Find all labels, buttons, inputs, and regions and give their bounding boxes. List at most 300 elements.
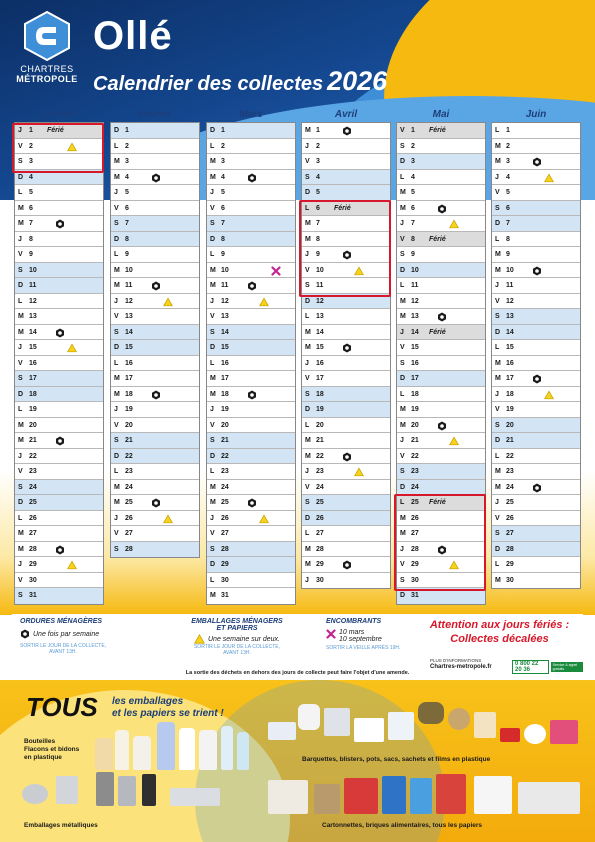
day-number: 29 [29, 561, 37, 568]
weekday-letter: J [210, 189, 214, 196]
triangle-icon [163, 297, 173, 307]
day-number: 19 [221, 406, 229, 413]
package-icon [388, 712, 414, 740]
day-number: 6 [411, 204, 415, 212]
day-number: 11 [221, 282, 229, 289]
day-row [302, 433, 390, 449]
day-number: 30 [411, 576, 419, 584]
weekday-letter: D [210, 235, 216, 243]
box-icon [410, 778, 432, 814]
weekday-letter: S [400, 251, 405, 258]
day-number: 1 [411, 127, 415, 134]
day-row [397, 123, 485, 139]
day-row [302, 573, 390, 589]
hexagon-icon [532, 374, 542, 384]
weekday-letter: J [210, 297, 214, 305]
weekday-letter: M [495, 483, 501, 491]
bottle-icon [237, 732, 249, 770]
day-number: 10 [316, 266, 324, 274]
info-label: PLUS D'INFORMATIONS [430, 658, 482, 663]
month-name: Février [138, 109, 172, 120]
day-row [302, 387, 390, 403]
triangle-icon [194, 634, 205, 644]
day-row [492, 573, 580, 589]
day-number: 27 [411, 530, 419, 537]
day-number: 1 [125, 127, 129, 134]
weekday-letter: M [400, 204, 406, 212]
phone-number[interactable]: 0 800 22 20 36 [512, 660, 549, 674]
day-row [111, 542, 199, 558]
day-number: 18 [221, 390, 229, 398]
bottle-icon [179, 728, 195, 770]
day-row [492, 542, 580, 558]
month-column [396, 108, 486, 605]
day-row [111, 480, 199, 496]
chartres-metropole-logo [14, 10, 80, 84]
weekday-letter: J [305, 468, 309, 475]
day-number: 13 [29, 313, 37, 320]
day-number: 25 [221, 499, 229, 506]
can-icon [56, 776, 78, 804]
holiday-warning-line2: Collectes décalées [450, 633, 549, 645]
package-icon [550, 720, 578, 744]
weekday-letter: J [210, 514, 214, 522]
hexagon-icon [20, 629, 30, 639]
box-icon [344, 778, 378, 814]
weekday-letter: M [305, 561, 311, 568]
day-row [302, 263, 390, 279]
day-row [492, 480, 580, 496]
bottle-icon [115, 730, 129, 770]
day-number: 29 [411, 561, 419, 568]
day-row [15, 325, 103, 341]
day-number: 13 [411, 313, 419, 320]
day-number: 25 [506, 499, 514, 506]
phone-tag: Service & appel gratuits [551, 662, 583, 672]
can-icon [96, 772, 114, 806]
weekday-letter: J [114, 514, 118, 522]
day-number: 14 [316, 328, 324, 336]
website-link[interactable]: Chartres-metropole.fr [430, 664, 492, 670]
weekday-letter: M [18, 530, 24, 537]
weekday-letter: L [210, 468, 215, 475]
day-row [397, 185, 485, 201]
box-icon [314, 784, 340, 814]
day-row [111, 449, 199, 465]
day-row [397, 449, 485, 465]
town-name: Ollé [93, 14, 173, 58]
day-row [111, 511, 199, 527]
day-row [207, 340, 295, 356]
day-number: 9 [316, 251, 320, 258]
day-row [207, 542, 295, 558]
legend-om-row [20, 629, 106, 639]
weekday-letter: D [210, 127, 216, 134]
day-number: 29 [221, 561, 229, 568]
day-row [397, 170, 485, 186]
day-row [15, 123, 103, 139]
day-number: 24 [29, 483, 37, 491]
weekday-letter: D [305, 514, 311, 522]
day-number: 7 [125, 220, 129, 227]
weekday-letter: V [114, 421, 119, 429]
caption-bottles-line2: Flacons et bidons [24, 746, 80, 753]
day-row [111, 170, 199, 186]
day-number: 31 [411, 592, 419, 599]
day-number: 1 [506, 127, 510, 134]
page-title [93, 66, 387, 97]
weekday-letter: M [18, 220, 24, 227]
day-row [302, 123, 390, 139]
package-icon [474, 712, 496, 738]
weekday-letter: J [495, 390, 499, 398]
can-icon [142, 774, 156, 806]
day-row [397, 278, 485, 294]
triangle-icon [449, 560, 459, 570]
month-column [206, 108, 296, 605]
weekday-letter: J [114, 297, 118, 305]
weekday-letter: S [305, 390, 310, 398]
triangle-icon [449, 219, 459, 229]
day-number: 26 [221, 514, 229, 522]
day-number: 14 [411, 328, 419, 336]
day-row [207, 433, 295, 449]
day-row [397, 464, 485, 480]
day-row [207, 402, 295, 418]
day-row [15, 573, 103, 589]
package-icon [324, 708, 350, 736]
day-row [207, 325, 295, 341]
day-row [111, 340, 199, 356]
weekday-letter: D [114, 452, 120, 460]
day-number: 27 [125, 530, 133, 537]
weekday-letter: D [18, 282, 24, 289]
day-number: 13 [506, 313, 514, 320]
weekday-letter: M [210, 158, 216, 165]
weekday-letter: S [18, 266, 23, 274]
weekday-letter: L [114, 468, 119, 475]
day-row [397, 232, 485, 248]
day-number: 24 [221, 483, 229, 491]
weekday-letter: D [18, 173, 24, 181]
day-number: 20 [506, 421, 514, 429]
day-row [302, 278, 390, 294]
day-row [111, 402, 199, 418]
day-row [15, 185, 103, 201]
weekday-letter: M [210, 266, 216, 274]
day-row [397, 511, 485, 527]
weekday-letter: M [495, 359, 501, 367]
weekday-letter: D [114, 235, 120, 243]
day-number: 17 [316, 375, 324, 382]
day-number: 20 [221, 421, 229, 429]
day-row [15, 340, 103, 356]
weekday-letter: L [400, 499, 405, 506]
day-number: 6 [316, 204, 320, 212]
day-row [207, 278, 295, 294]
day-number: 8 [411, 235, 415, 243]
weekday-letter: J [18, 127, 22, 134]
day-number: 14 [221, 328, 229, 336]
weekday-letter: L [114, 251, 119, 258]
hexagon-icon [247, 498, 257, 508]
day-row [302, 294, 390, 310]
weekday-letter: J [18, 235, 22, 243]
day-row [492, 294, 580, 310]
day-row [492, 557, 580, 573]
day-row [397, 418, 485, 434]
hexagon-icon [247, 173, 257, 183]
day-number: 23 [411, 468, 419, 475]
weekday-letter: M [495, 251, 501, 258]
triangle-icon [449, 436, 459, 446]
weekday-letter: D [114, 127, 120, 134]
weekday-letter: L [495, 344, 500, 351]
day-row [207, 154, 295, 170]
day-row [397, 356, 485, 372]
weekday-letter: M [210, 173, 216, 181]
day-row [15, 201, 103, 217]
day-number: 7 [29, 220, 33, 227]
day-number: 9 [125, 251, 129, 258]
title-year: 2026 [327, 66, 388, 96]
day-row [111, 464, 199, 480]
day-number: 26 [125, 514, 133, 522]
day-row [207, 573, 295, 589]
day-number: 26 [29, 514, 37, 522]
day-row [207, 216, 295, 232]
month-column [301, 108, 391, 589]
day-row [207, 263, 295, 279]
weekday-letter: J [400, 545, 404, 553]
day-number: 8 [29, 235, 33, 243]
day-number: 25 [316, 499, 324, 506]
hexagon-icon [437, 545, 447, 555]
day-number: 25 [411, 499, 419, 506]
day-number: 19 [316, 406, 324, 413]
weekday-letter: L [210, 142, 215, 150]
day-number: 17 [221, 375, 229, 382]
day-number: 26 [506, 514, 514, 522]
day-number: 21 [411, 437, 419, 444]
weekday-letter: V [400, 561, 405, 568]
day-number: 29 [506, 561, 514, 568]
day-number: 5 [125, 189, 129, 196]
weekday-letter: M [210, 483, 216, 491]
weekday-letter: M [400, 530, 406, 537]
day-row [302, 371, 390, 387]
weekday-letter: M [114, 499, 120, 506]
day-row [302, 185, 390, 201]
month-column [110, 108, 200, 558]
weekday-letter: V [305, 158, 310, 165]
day-number: 16 [125, 359, 133, 367]
day-row [207, 247, 295, 263]
weekday-letter: V [305, 375, 310, 382]
day-row [15, 526, 103, 542]
caption-bottles-line1: Bouteilles [24, 738, 56, 745]
hexagon-icon [342, 560, 352, 570]
day-row [397, 294, 485, 310]
day-number: 25 [29, 499, 37, 506]
day-number: 28 [506, 545, 514, 553]
day-row [15, 433, 103, 449]
day-row [15, 232, 103, 248]
holiday-label: Férié [429, 127, 446, 134]
day-row [302, 247, 390, 263]
day-row [302, 495, 390, 511]
day-number: 10 [29, 266, 37, 274]
day-number: 12 [125, 297, 133, 305]
day-number: 23 [221, 468, 229, 475]
day-row [15, 139, 103, 155]
weekday-letter: S [495, 530, 500, 537]
day-number: 5 [506, 189, 510, 196]
day-row [302, 449, 390, 465]
day-row [302, 542, 390, 558]
package-icon [354, 718, 384, 742]
day-number: 21 [29, 437, 37, 444]
day-row [15, 511, 103, 527]
day-row [111, 278, 199, 294]
day-number: 19 [29, 406, 37, 413]
day-number: 28 [29, 545, 37, 553]
day-row [15, 480, 103, 496]
day-row [15, 309, 103, 325]
hexagon-icon [151, 173, 161, 183]
day-number: 14 [125, 328, 133, 336]
day-row [302, 170, 390, 186]
day-row [111, 247, 199, 263]
day-row [492, 123, 580, 139]
day-number: 22 [506, 452, 514, 460]
weekday-letter: S [305, 499, 310, 506]
day-row [207, 170, 295, 186]
day-row [207, 309, 295, 325]
weekday-letter: V [18, 576, 23, 584]
day-row [111, 356, 199, 372]
legend-emb-title1: EMBALLAGES MÉNAGERS [191, 618, 283, 625]
day-row [207, 371, 295, 387]
day-row [111, 418, 199, 434]
day-number: 24 [125, 483, 133, 491]
weekday-letter: S [18, 158, 23, 165]
weekday-letter: S [18, 592, 23, 599]
day-number: 15 [125, 344, 133, 351]
day-number: 9 [411, 251, 415, 258]
day-number: 28 [411, 545, 419, 553]
day-row [492, 325, 580, 341]
weekday-letter: V [495, 406, 500, 413]
weekday-letter: L [114, 359, 119, 367]
weekday-letter: S [305, 173, 310, 181]
legend-enc-title: ENCOMBRANTS [326, 618, 382, 625]
day-row [207, 449, 295, 465]
weekday-letter: D [210, 561, 216, 568]
day-row [207, 480, 295, 496]
bottles-illustration [95, 710, 265, 770]
day-row [302, 511, 390, 527]
day-number: 16 [29, 359, 37, 367]
weekday-letter: V [114, 530, 119, 537]
day-number: 13 [125, 313, 133, 320]
day-list [110, 122, 200, 558]
day-number: 31 [29, 592, 37, 599]
weekday-letter: M [114, 390, 120, 398]
triangle-icon [67, 142, 77, 152]
day-number: 6 [221, 204, 225, 212]
hexagon-icon [55, 328, 65, 338]
day-row [397, 309, 485, 325]
weekday-letter: L [400, 282, 405, 289]
day-number: 21 [316, 437, 324, 444]
weekday-letter: M [210, 592, 216, 599]
weekday-letter: M [114, 158, 120, 165]
day-number: 11 [316, 282, 324, 289]
day-row [492, 418, 580, 434]
triangle-icon [259, 297, 269, 307]
day-row [207, 526, 295, 542]
weekday-letter: M [305, 344, 311, 351]
day-number: 15 [221, 344, 229, 351]
day-number: 7 [411, 220, 415, 227]
day-row [111, 325, 199, 341]
day-list [301, 122, 391, 589]
weekday-letter: M [305, 220, 311, 227]
weekday-letter: M [114, 483, 120, 491]
day-row [492, 247, 580, 263]
day-row [302, 557, 390, 573]
day-row [302, 325, 390, 341]
weekday-letter: M [305, 545, 311, 553]
weekday-letter: L [305, 204, 310, 212]
package-icon [418, 702, 444, 724]
weekday-letter: V [18, 468, 23, 475]
weekday-letter: M [495, 158, 501, 165]
weekday-letter: S [114, 545, 119, 553]
day-number: 3 [506, 158, 510, 165]
day-row [111, 139, 199, 155]
weekday-letter: J [114, 406, 118, 413]
weekday-letter: J [305, 142, 309, 150]
day-number: 15 [316, 344, 324, 351]
bottle-icon [157, 722, 175, 770]
day-row [302, 340, 390, 356]
day-number: 19 [506, 406, 514, 413]
weekday-letter: D [495, 220, 501, 227]
weekday-letter: M [18, 328, 24, 336]
day-number: 10 [411, 266, 419, 274]
fine-notice: La sortie des déchets en dehors des jours de collecte peut faire l'objet d'une amende. [185, 670, 410, 676]
day-row [15, 247, 103, 263]
day-row [302, 526, 390, 542]
day-row [15, 402, 103, 418]
day-number: 30 [506, 576, 514, 584]
legend-om-text: Une fois par semaine [33, 630, 100, 638]
legend-om-note1: SORTIR LE JOUR DE LA COLLECTE, [20, 643, 107, 649]
bottle-icon [199, 730, 217, 770]
day-row [492, 371, 580, 387]
day-row [15, 557, 103, 573]
hexagon-icon [151, 281, 161, 291]
day-list [206, 122, 296, 605]
day-row [397, 495, 485, 511]
weekday-letter: D [18, 390, 24, 398]
holiday-label: Férié [429, 499, 446, 506]
day-row [111, 232, 199, 248]
day-number: 5 [411, 189, 415, 196]
day-number: 17 [125, 375, 133, 382]
